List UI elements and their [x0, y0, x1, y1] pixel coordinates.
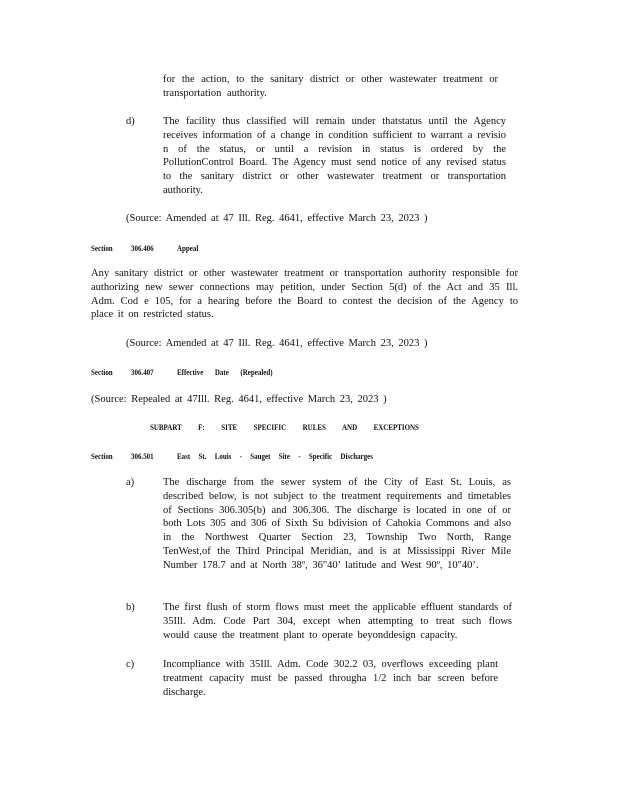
source-note-3: (Source: Repealed at 47Ill. Reg. 4641, effective March 23, 2023 ) — [91, 394, 387, 405]
subpart-heading: SUBPART F: SITE SPECIFIC RULES AND EXCEPTIONS — [150, 422, 419, 432]
section-number: 306.407 — [131, 367, 154, 377]
paragraph-d-text: The facility thus classified will remain under thatstatus until the Agency receives information of a change in condition sufficient to warrant a revisio n of the status, or until a revision in status is ordered by the PollutionControl Board. The Agency must send notice of any revised status to the sanitary district or other wastewater treatment or transportation authority. — [163, 116, 506, 196]
paragraph-c-continuation: for the action, to the sanitary district or other wastewater treatment or transportation authority. — [163, 74, 498, 99]
paragraph-b-label: b) — [126, 602, 135, 613]
paragraph-a-text: The discharge from the sewer system of the City of East St. Louis, as described below, is not subject to the treatment requirements and timetables of Sections 306.305(b) and 306.306. The discharge is located in one of or both Lots 305 and 306 of Sixth Su bdivision of Cahokia Commons and also in the Northwest Quarter Section 23, Township Two North, Range TenWest,of the Third Principal Meridian, and is at Mississippi River Mile Number 178.7 and at North 38º, 36"40’ latitude and West 90º, 10"40’. — [163, 477, 511, 571]
section-title: East St. Louis - Sauget Site - Specific Discharges — [177, 451, 373, 461]
section-title: Effective Date (Repealed) — [177, 367, 273, 377]
paragraph-c-text: Incompliance with 35Ill. Adm. Code 302.2 03, overflows exceeding plant treatment capacity must be passed througha 1/2 inch bar screen before discharge. — [163, 659, 498, 698]
section-306-406-body: Any sanitary district or other wastewater treatment or transportation authority responsible for authorizing new sewer connections may petition, under Section 5(d) of the Act and 35 Ill. Adm. Cod e 105, for a hearing before the Board to contest the decision of the Agency to place it on restricted status. — [91, 268, 518, 321]
paragraph-d-label: d) — [126, 116, 135, 127]
section-number: 306.501 — [131, 451, 154, 461]
section-title: Appeal — [177, 243, 199, 253]
paragraph-b-text: The first flush of storm flows must meet the applicable effluent standards of 35Ill. Adm. Code Part 304, except when attempting to treat such flows would cause the treatment plant to operate beyonddesign capacity. — [163, 602, 512, 641]
section-word: Section — [91, 243, 113, 253]
source-note-1: (Source: Amended at 47 Ill. Reg. 4641, effective March 23, 2023 ) — [126, 213, 428, 224]
section-word: Section — [91, 367, 113, 377]
section-word: Section — [91, 451, 113, 461]
paragraph-a-label: a) — [126, 477, 135, 488]
source-note-2: (Source: Amended at 47 Ill. Reg. 4641, effective March 23, 2023 ) — [126, 338, 428, 349]
section-number: 306.406 — [131, 243, 154, 253]
paragraph-c-label: c) — [126, 659, 135, 670]
